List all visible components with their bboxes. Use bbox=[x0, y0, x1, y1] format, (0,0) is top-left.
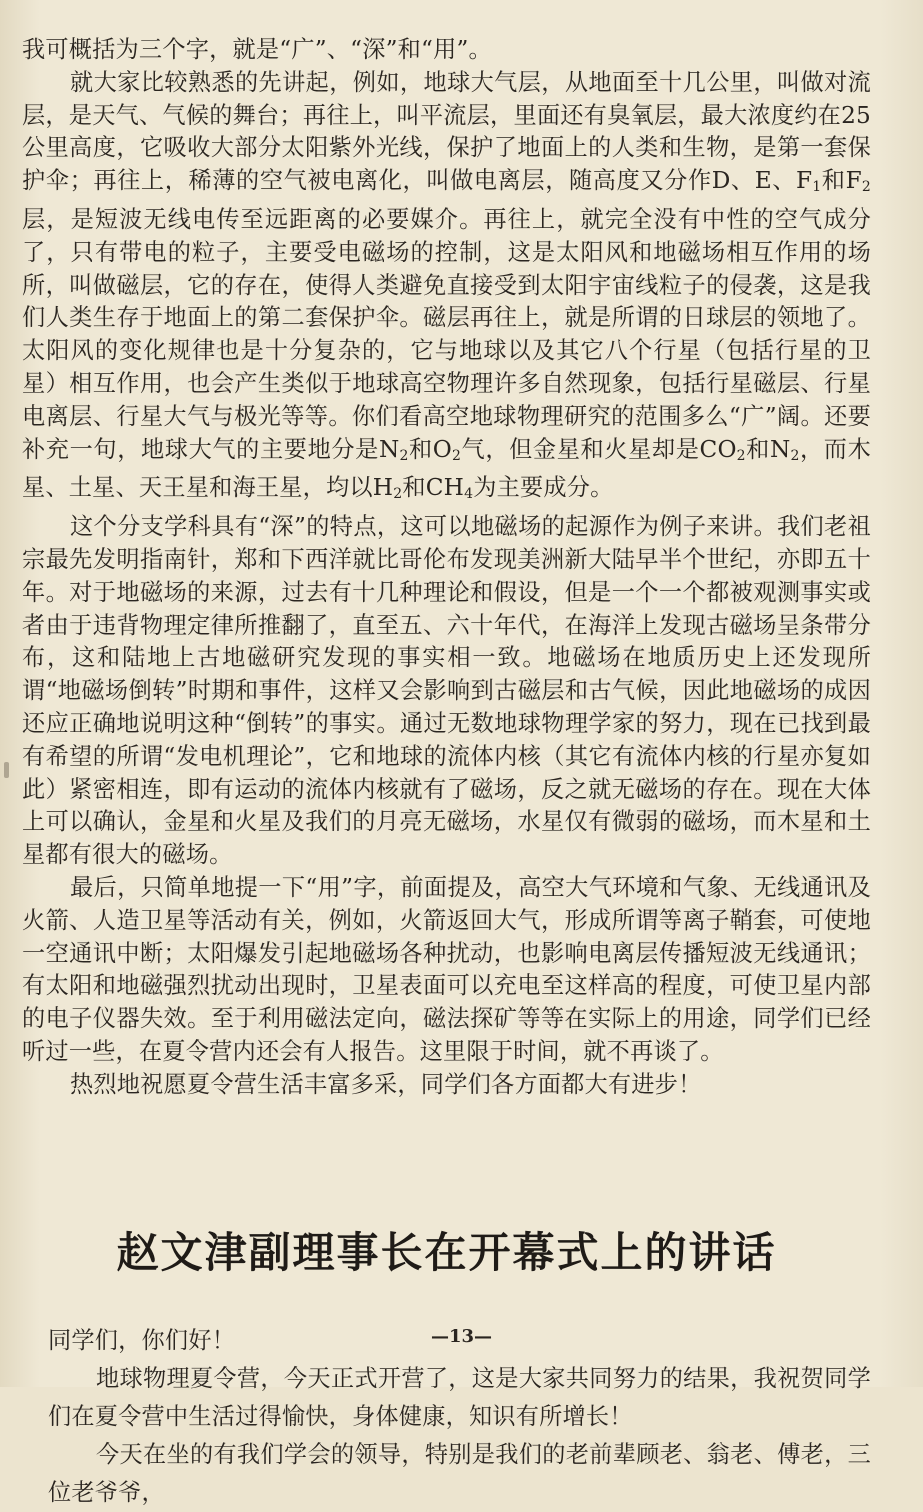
article-body bbox=[22, 34, 871, 1102]
speech-greeting: 同学们，你们好！ bbox=[48, 1326, 236, 1354]
paper-spot bbox=[4, 762, 9, 778]
article-paragraph-5: 热烈地祝愿夏令营生活丰富多采，同学们各方面都大有进步！ bbox=[70, 1070, 702, 1098]
article-paragraph-3: 这个分支学科具有“深”的特点，这可以地磁场的起源作为例子来讲。我们老祖宗最先发明指南针，郑和下西洋就比哥伦布发现美洲新大陆早半个世纪，亦即五十年。对于地磁场的来源，过去有十几种理论和假设，但是一个一个都被观测事实或者由于违背物理定律所推翻了，直至五、六十年代，在海洋上发现古磁场呈条带分布，这和陆地上古地磁研究发现的事实相一致。地磁场在地质历史上还发现所谓“地磁场倒转”时期和事件，这样又会影响到古磁层和古气候，因此地磁场的成因还应正确地说明这种“倒转”的事实。通过无数地球物理学家的努力，现在已找到最有希望的所谓“发电机理论”，它和地球的流体内核（其它有流体内核的行星亦复如此）紧密相连，即有运动的流体内核就有了磁场，反之就无磁场的存在。现在大体上可以确认，金星和火星及我们的月亮无磁场，水星仅有微弱的磁场，而木星和土星都有很大的磁场。 bbox=[22, 513, 871, 869]
article-paragraph-4: 最后，只简单地提一下“用”字，前面提及，高空大气环境和气象、无线通讯及火箭、人造卫星等活动有关，例如，火箭返回大气，形成所谓等离子鞘套，可使地一空通讯中断；太阳爆发引起地磁场各种扰动，也影响电离层传播短波无线通讯；有太阳和地磁强烈扰动出现时，卫星表面可以充电至这样高的程度，可使卫星内部的电子仪器失效。至于利用磁法定向，磁法探矿等等在实际上的用途，同学们已经听过一些，在夏令营内还会有人报告。这里限于时间，就不再谈了。 bbox=[22, 873, 871, 1065]
page-number: —13— bbox=[430, 1326, 493, 1347]
article-paragraph-2: 就大家比较熟悉的先讲起，例如，地球大气层，从地面至十几公里，叫做对流层，是天气、气候的舞台；再往上，叫平流层，里面还有臭氧层，最大浓度约在25公里高度，它吸收大部分太阳紫外光线，保护了地面上的人类和生物，是第一套保护伞；再往上，稀薄的空气被电离化，叫做电离层，随高度又分作D、E、$F_1$和$F_2$层，是短波无线电传至远距离的必要媒介。再往上，就完全没有中性的空气成分了，只有带电的粒子，主要受电磁场的控制，这是太阳风和地磁场相互作用的场所，叫做磁层，它的存在，使得人类避免直接受到太阳宇宙线粒子的侵袭，这是我们人类生存于地面上的第二套保护伞。磁层再往上，就是所谓的日球层的领地了。太阳风的变化规律也是十分复杂的，它与地球以及其它八个行星（包括行星的卫星）相互作用，也会产生类似于地球高空物理许多自然现象，包括行星磁层、行星电离层、行星大气与极光等等。你们看高空地球物理研究的范围多么“广”阔。还要补充一句，地球大气的主要地分是$N_2$和$O_2$气，但金星和火星却是$CO_2$和$N_2$，而木星、土星、天王星和海王星，均以$H_2$和$CH_4$为主要成分。 bbox=[22, 68, 871, 503]
article-paragraph-1: 我可概括为三个字，就是“广”、“深”和“用”。 bbox=[22, 36, 492, 63]
speech-paragraph-2: 今天在坐的有我们学会的领导，特别是我们的老前辈顾老、翁老、傅老，三位老爷爷， bbox=[48, 1440, 871, 1506]
speech-body bbox=[22, 1322, 871, 1512]
speech-title: 赵文津副理事长在开幕式上的讲话 bbox=[116, 1227, 777, 1277]
speech-paragraph-1: 地球物理夏令营，今天正式开营了，这是大家共同努力的结果，我祝贺同学们在夏令营中生活过得愉快，身体健康，知识有所增长！ bbox=[48, 1364, 871, 1430]
